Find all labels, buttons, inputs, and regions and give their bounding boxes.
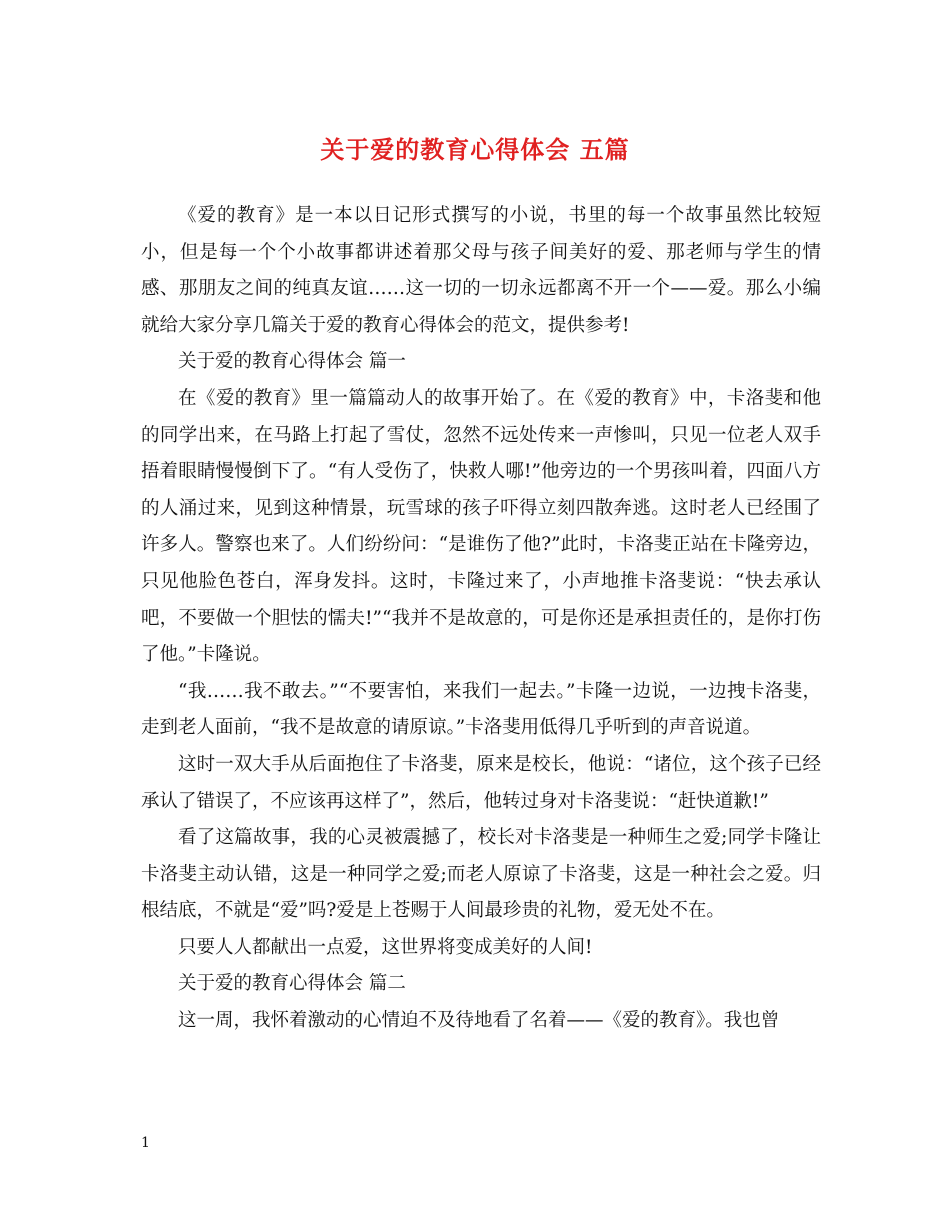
intro-paragraph: 《爱的教育》是一本以日记形式撰写的小说，书里的每一个故事虽然比较短小，但是每一个个小故事都讲述着那父母与孩子间美好的爱、那老师与学生的情感、那朋友之间的纯真友谊……这一切的一切永远都离不开一个——爱。那么小编就给大家分享几篇关于爱的教育心得体会的范文，提供参考! [141,205,821,336]
conclusion-paragraph: 只要人人都献出一点爱，这世界将变成美好的人间! [178,936,593,958]
story-paragraph: “我……我不敢去。”“不要害怕，来我们一起去。”卡隆一边说，一边拽卡洛斐，走到老人面前，“我不是故意的请原谅。”卡洛斐用低得几乎听到的声音说道。 [141,680,821,739]
section-heading-1: 关于爱的教育心得体会 篇一 [178,351,406,373]
reflection-paragraph: 看了这篇故事，我的心灵被震撼了，校长对卡洛斐是一种师生之爱;同学卡隆让卡洛斐主动认错，这是一种同学之爱;而老人原谅了卡洛斐，这是一种社会之爱。归根结底，不就是“爱”吗?爱是上苍赐于人间最珍贵的礼物，爱无处不在。 [141,827,821,922]
section-heading-2: 关于爱的教育心得体会 篇二 [178,973,406,995]
story-paragraph: 在《爱的教育》里一篇篇动人的故事开始了。在《爱的教育》中，卡洛斐和他的同学出来，在马路上打起了雪仗，忽然不远处传来一声惨叫，只见一位老人双手捂着眼睛慢慢倒下了。“有人受伤了，快救人哪!”他旁边的一个男孩叫着，四面八方的人涌过来，见到这种情景，玩雪球的孩子吓得立刻四散奔逃。这时老人已经围了许多人。警察也来了。人们纷纷问：“是谁伤了他?”此时，卡洛斐正站在卡隆旁边，只见他脸色苍白，浑身发抖。这时，卡隆过来了，小声地推卡洛斐说：“快去承认吧，不要做一个胆怯的懦夫!”“我并不是故意的，可是你还是承担责任的，是你打伤了他。”卡隆说。 [141,387,821,666]
section-2-paragraph: 这一周，我怀着激动的心情迫不及待地看了名着——《爱的教育》。我也曾 [178,1010,780,1032]
document-body [141,198,821,1040]
page-number: 1 [141,1135,150,1151]
story-paragraph: 这时一双大手从后面抱住了卡洛斐，原来是校长，他说：“诸位，这个孩子已经承认了错误了，不应该再这样了”，然后，他转过身对卡洛斐说：“赶快道歉!” [141,753,821,812]
page-title: 关于爱的教育心得体会 五篇 [320,135,630,164]
